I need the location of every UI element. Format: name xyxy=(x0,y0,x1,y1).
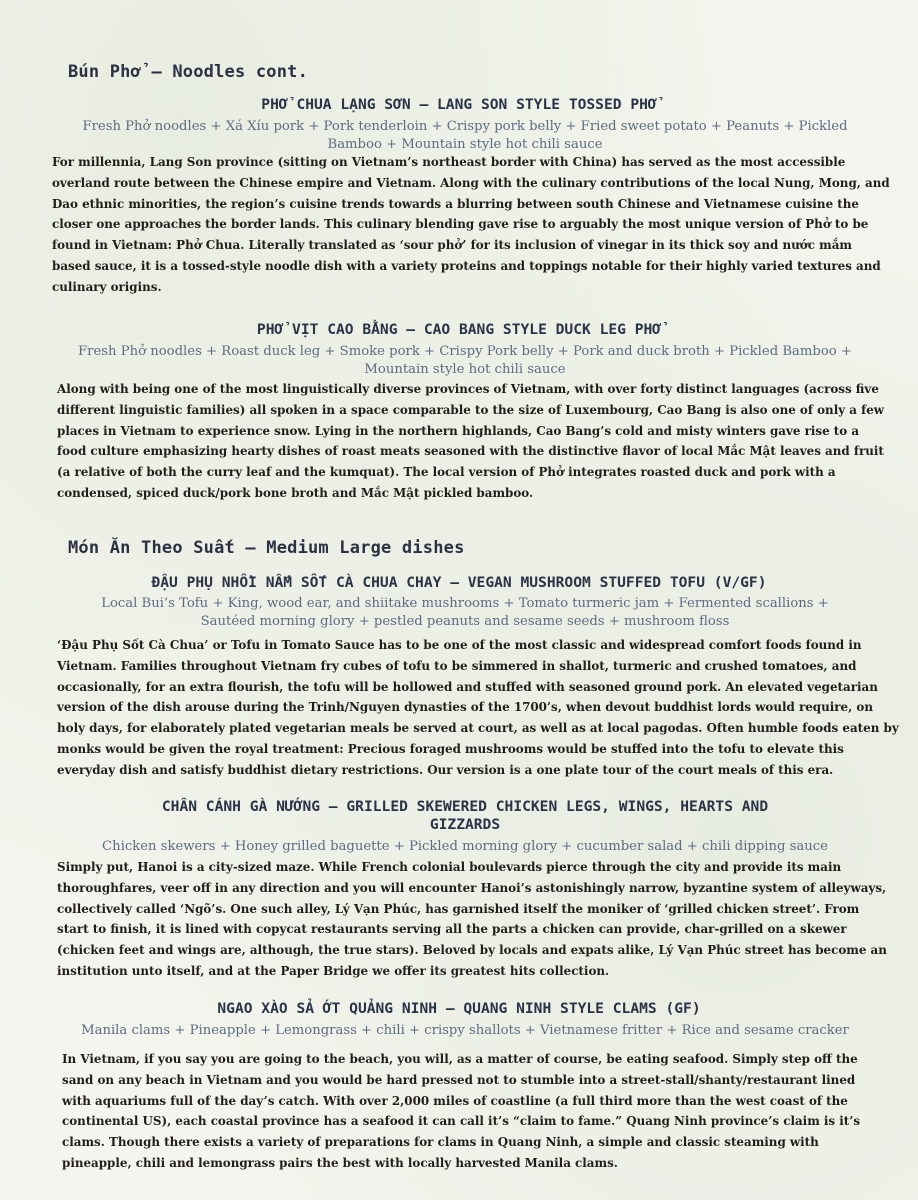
dish-title-chicken-skewers: CHÂN CÁNH GÀ NƯỚNG – GRILLED SKEWERED CHICKEN LEGS, WINGS, HEARTS AND GIZZARDS xyxy=(161,798,769,833)
dish-description-clams: In Vietnam, if you say you are going to the beach, you will, as a matter of course, be eating seafood. Simply step off the sand on any beach in Vietnam and you would be hard pressed not to stumble into a street-stall/shanty/restaurant lined with aquariums full of the day’s catch. With over 2,000 miles of coastline (a full third more than the west coast of the continental US), each coastal province has a seafood it can call it’s “claim to fame.” Quang Ninh province’s claim is it’s clams. Though there exists a variety of preparations for clams in Quang Ninh, a simple and classic steaming with pineapple, chili and lemongrass pairs the best with locally harvested Manila clams. xyxy=(62,1052,861,1170)
dish-title-pho-vit: PHỞ VỊT CAO BẰNG – CAO BANG STYLE DUCK LEG PHỞ xyxy=(256,321,662,338)
dish-title-pho-chua: PHỞ CHUA LẠNG SƠN – LANG SON STYLE TOSSED PHỞ xyxy=(261,96,657,113)
dish-description-chicken-skewers: Simply put, Hanoi is a city-sized maze. While French colonial boulevards pierce through the city and provide its main thoroughfares, veer off in any direction and you will encounter Hanoi’s astonishingly narrow, byzantine system of alleyways, collectively called ‘Ngõ’s. One such alley, Lý Vạn Phúc, has garnished itself the moniker of ‘grilled chicken street’. From start to finish, it is lined with copycat restaurants serving all the parts a chicken can provide, char-grilled on a skewer (chicken feet and wings are, although, the true stars). Beloved by locals and expats alike, Lý Vạn Phúc street has become an institution unto itself, and at the Paper Bridge we offer its greatest hits collection. xyxy=(57,860,887,978)
dish-ingredients-stuffed-tofu: Local Bui’s Tofu + King, wood ear, and shiitake mushrooms + Tomato turmeric jam + Fermented scallions + Sautéed morning glory + pestled peanuts and sesame seeds + mushroom floss xyxy=(101,596,829,629)
section-title-medium-dishes: Món Ăn Theo Suất – Medium Large dishes xyxy=(68,538,465,558)
dish-title-stuffed-tofu: ĐẬU PHỤ NHỒI NẤM SỐT CÀ CHUA CHAY – VEGAN MUSHROOM STUFFED TOFU (V/GF) xyxy=(151,574,767,591)
dish-description-stuffed-tofu: ‘Đậu Phụ Sốt Cà Chua’ or Tofu in Tomato Sauce has to be one of the most classic and widespread comfort foods found in Vietnam. Families throughout Vietnam fry cubes of tofu to be simmered in shallot, turmeric and crushed tomatoes, and occasionally, for an extra flourish, the tofu will be hollowed and stuffed with seasoned ground pork. An elevated vegetarian version of the dish arouse during the Trinh/Nguyen dynasties of the 1700’s, when devout buddhist lords would require, on holy days, for elaborately plated vegetarian meals be served at court, as well as at local pagodas. Often humble foods eaten by monks would be given the royal treatment: Precious foraged mushrooms would be stuffed into the tofu to elevate this everyday dish and satisfy buddhist dietary restrictions. Our version is a one plate tour of the court meals of this era. xyxy=(57,638,899,777)
dish-ingredients-clams: Manila clams + Pineapple + Lemongrass + chili + crispy shallots + Vietnamese fritter + Rice and sesame cracker xyxy=(81,1023,849,1038)
dish-ingredients-pho-vit: Fresh Phở noodles + Roast duck leg + Smoke pork + Crispy Pork belly + Pork and duck broth + Pickled Bamboo + Mountain style hot chili sauce xyxy=(78,344,852,377)
dish-ingredients-pho-chua: Fresh Phở noodles + Xá Xíu pork + Pork tenderloin + Crispy pork belly + Fried sweet potato + Peanuts + Pickled Bamboo + Mountain style hot chili sauce xyxy=(82,119,848,152)
dish-description-pho-chua: For millennia, Lang Son province (sitting on Vietnam’s northeast border with China) has served as the most accessible overland route between the Chinese empire and Vietnam. Along with the culinary contributions of the local Nung, Mong, and Dao ethnic minorities, the region’s cuisine trends towards a blurring between south Chinese and Vietnamese cuisine the closer one approaches the border lands. This culinary blending gave rise to arguably the most unique version of Phở to be found in Vietnam: Phở Chua. Literally translated as ‘sour phở’ for its inclusion of vinegar in its thick soy and nước mắm based sauce, it is a tossed-style noodle dish with a variety proteins and toppings notable for their highly varied textures and culinary origins. xyxy=(52,155,890,294)
dish-description-pho-vit: Along with being one of the most linguistically diverse provinces of Vietnam, with over forty distinct languages (across five different linguistic families) all spoken in a space comparable to the size of Luxembourg, Cao Bang is also one of only a few places in Vietnam to experience snow. Lying in the northern highlands, Cao Bang’s cold and misty winters gave rise to a food culture emphasizing hearty dishes of roast meats seasoned with the distinctive flavor of local Mắc Mật leaves and fruit (a relative of both the curry leaf and the kumquat). The local version of Phở integrates roasted duck and pork with a condensed, spiced duck/pork bone broth and Mắc Mật pickled bamboo. xyxy=(57,382,885,500)
dish-title-clams: NGAO XÀO SẢ ỚT QUẢNG NINH – QUANG NINH STYLE CLAMS (GF) xyxy=(217,1000,701,1017)
section-title-noodles: Bún Phở – Noodles cont. xyxy=(68,62,309,82)
dish-ingredients-chicken-skewers: Chicken skewers + Honey grilled baguette + Pickled morning glory + cucumber salad + chili dipping sauce xyxy=(102,839,828,854)
